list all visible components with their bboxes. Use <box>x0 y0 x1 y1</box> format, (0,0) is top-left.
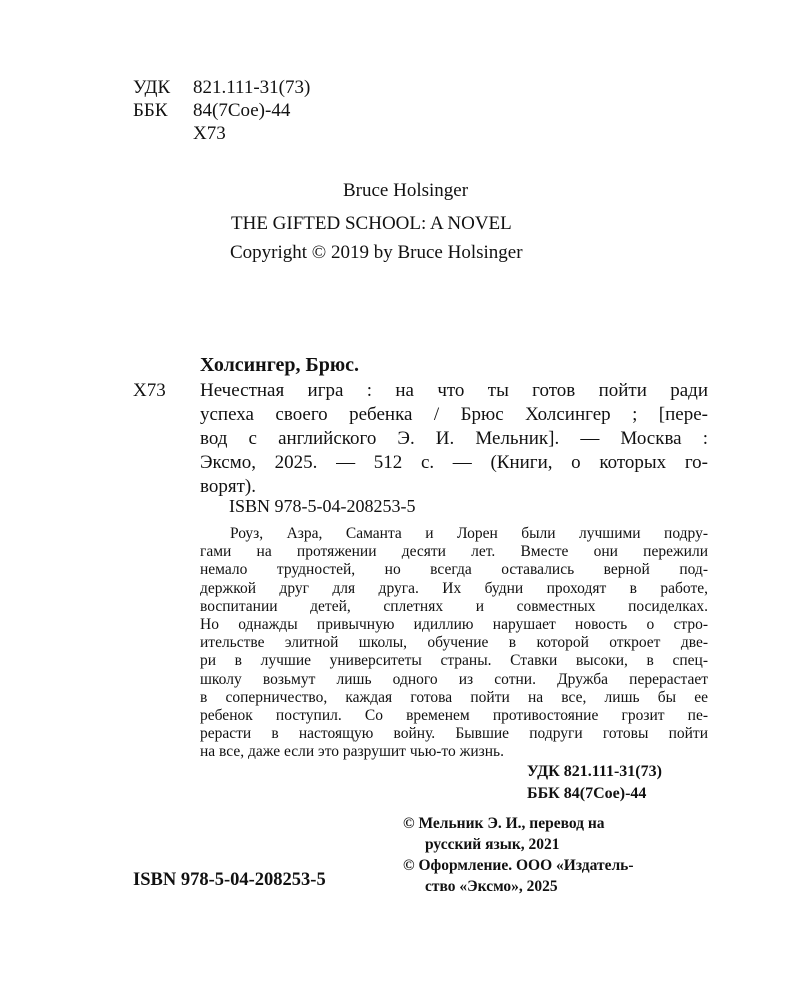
bibliographic-description <box>200 379 708 499</box>
annotation-line: в соперничество, каждая готова пойти на все, лишь бы ее <box>200 688 708 706</box>
bibliographic-author-mark: Х73 <box>133 380 166 401</box>
classification-bbk: ББК 84(7Сое)-44 <box>527 785 647 802</box>
annotation-line: ребенок поступил. Со временем противостояние грозит пе- <box>200 707 708 725</box>
copyright-notices <box>403 813 634 897</box>
annotation-line: гами на протяжении десяти лет. Вместе они пережили <box>200 543 708 561</box>
description-line: ворят). <box>200 476 256 497</box>
annotation-line: Роуз, Азра, Саманта и Лорен были лучшими подру- <box>230 525 708 542</box>
annotation-line: Но однажды привычную идиллию нарушает новость о стро- <box>200 616 708 634</box>
udk-row <box>133 76 310 99</box>
original-title: THE GIFTED SCHOOL: A NOVEL <box>231 213 512 234</box>
original-copyright: Copyright © 2019 by Bruce Holsinger <box>230 242 523 263</box>
bibliographic-isbn: ISBN 978-5-04-208253-5 <box>229 496 416 516</box>
translation-copyright-line: русский язык, 2021 <box>425 836 560 853</box>
udk-value: 821.111-31(73) <box>193 77 311 98</box>
description-line: успеха своего ребенка / Брюс Холсингер ; [пере- <box>200 404 708 425</box>
description-line: вод с английского Э. И. Мельник]. — Москва : <box>200 428 708 449</box>
design-copyright-line: ство «Эксмо», 2025 <box>425 878 558 895</box>
bibliographic-heading: Холсингер, Брюс. <box>200 354 360 376</box>
annotation-line: немало трудностей, но всегда оставались верной под- <box>200 561 708 579</box>
description-line: Эксмо, 2025. — 512 с. — (Книги, о которых го- <box>200 452 708 473</box>
classification-udk: УДК 821.111-31(73) <box>527 763 662 780</box>
translation-copyright-line: © Мельник Э. И., перевод на <box>403 815 605 832</box>
bbk-label: ББК <box>133 100 168 121</box>
annotation-line: ительстве элитной школы, обучение в которой откроет две- <box>200 634 708 652</box>
annotation-line: держкой друг для друга. Их будни проходят в работе, <box>200 579 708 597</box>
annotation-line: рерасти в настоящую войну. Бывшие подруги готовы пойти <box>200 725 708 743</box>
annotation <box>200 525 708 762</box>
original-author: Bruce Holsinger <box>343 180 469 201</box>
classification-codes <box>527 761 662 805</box>
bbk-value: 84(7Сое)-44 <box>193 100 291 121</box>
annotation-line: ри в лучшие университеты страны. Ставки высоки, в спец- <box>200 652 708 670</box>
author-mark: Х73 <box>193 123 226 144</box>
annotation-line: школу возьмут лишь одного из сотни. Дружба перерастает <box>200 670 708 688</box>
author-mark-row <box>133 122 310 145</box>
bottom-isbn: ISBN 978-5-04-208253-5 <box>133 870 326 890</box>
annotation-line: на все, даже если это разрушит чью-то жизнь. <box>200 743 504 761</box>
description-line: Нечестная игра : на что ты готов пойти ради <box>200 380 708 401</box>
bbk-row <box>133 99 310 122</box>
header-codes <box>133 76 310 145</box>
udk-label: УДК <box>133 77 171 98</box>
annotation-line: воспитании детей, сплетнях и совместных посиделках. <box>200 597 708 615</box>
design-copyright-line: © Оформление. ООО «Издатель- <box>403 857 634 874</box>
